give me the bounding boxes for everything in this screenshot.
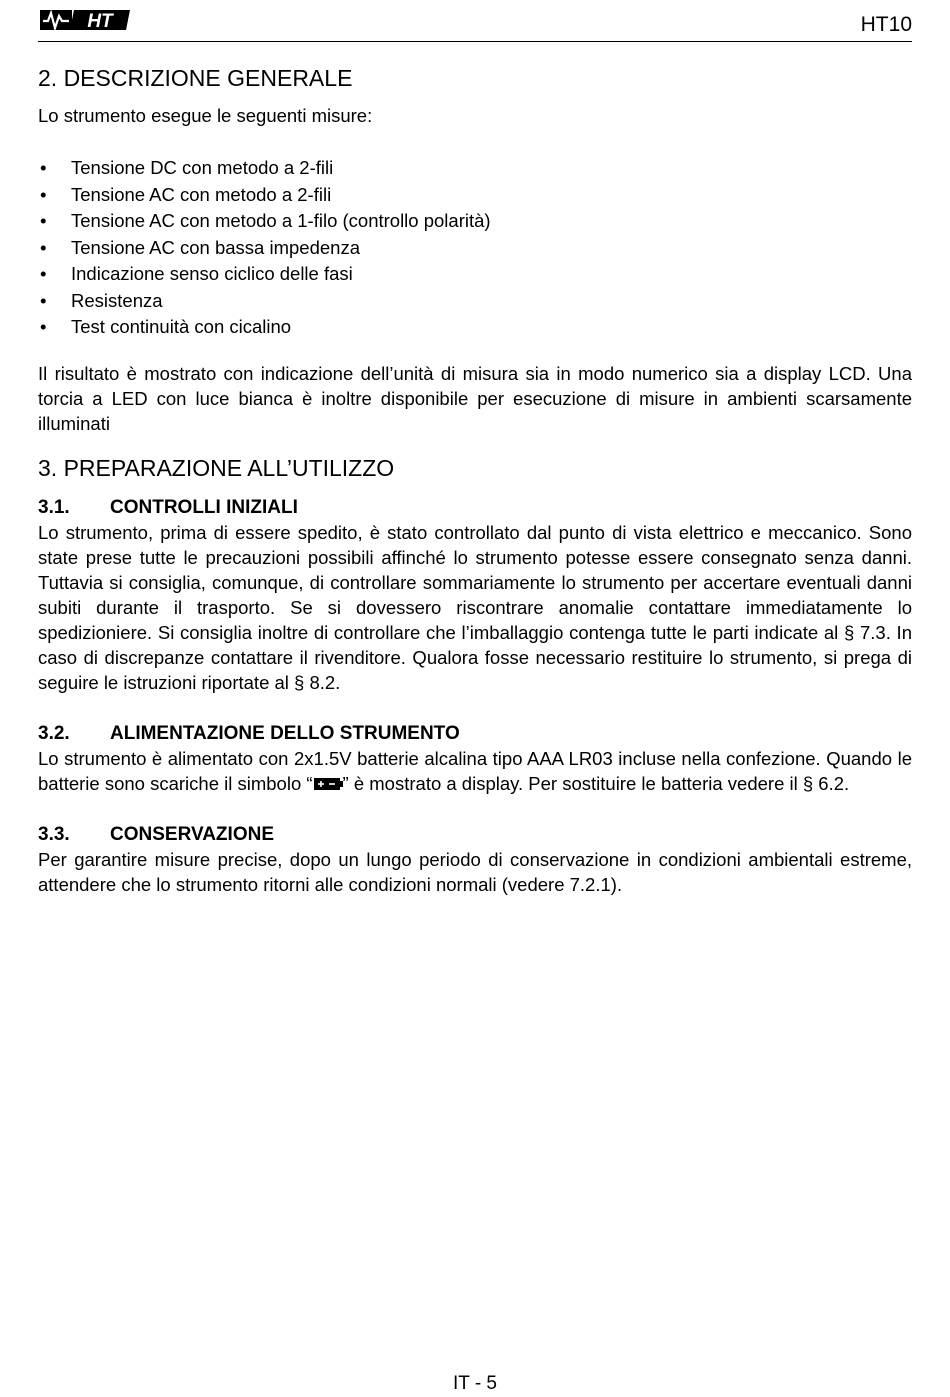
list-item: • Indicazione senso ciclico delle fasi bbox=[38, 261, 912, 288]
subsection-3-1-heading bbox=[38, 495, 912, 520]
bullet-icon: • bbox=[40, 210, 47, 231]
page-number: IT - 5 bbox=[453, 1373, 497, 1394]
page-header bbox=[38, 0, 912, 42]
result-paragraph: Il risultato è mostrato con indicazione dell’unità di misura sia in modo numerico sia a display LCD. Una torcia a LED con luce bianca è inoltre disponibile per esecuzione di misure in ambienti scarsamente illuminati bbox=[38, 362, 912, 434]
bullet-icon: • bbox=[40, 289, 47, 311]
subsection-title: CONTROLLI INIZIALI bbox=[110, 496, 298, 518]
subsection-number: 3.1. bbox=[38, 496, 70, 518]
list-item: • Resistenza bbox=[38, 288, 912, 315]
subsection-title: ALIMENTAZIONE DELLO STRUMENTO bbox=[110, 722, 460, 744]
list-item: • Tensione DC con metodo a 2-fili bbox=[38, 155, 912, 182]
subsection-title: CONSERVAZIONE bbox=[110, 823, 274, 845]
measures-list bbox=[38, 155, 912, 341]
subsection-3-3-heading bbox=[38, 822, 912, 847]
section-2-title: 2. DESCRIZIONE GENERALE bbox=[38, 65, 353, 91]
bullet-icon: • bbox=[40, 236, 47, 258]
power-supply-paragraph: Lo strumento è alimentato con 2x1.5V batterie alcalina tipo AAA LR03 incluse nella confezione. Quando le batterie sono scariche il simbolo “ ” è mostrato a display. Per sostituire le batteria vedere il § 6.2. bbox=[38, 747, 912, 794]
storage-paragraph: Per garantire misure precise, dopo un lungo periodo di conservazione in condizioni ambientali estreme, attendere che lo strumento ritorni alle condizioni normali (vedere 7.2.1). bbox=[38, 848, 912, 895]
bullet-icon: • bbox=[40, 183, 47, 205]
subsection-number: 3.3. bbox=[38, 823, 70, 845]
section-3-title: 3. PREPARAZIONE ALL’UTILIZZO bbox=[38, 454, 395, 481]
page-content bbox=[38, 62, 912, 897]
svg-text:HT: HT bbox=[87, 11, 113, 32]
initial-checks-paragraph: Lo strumento, prima di essere spedito, è stato controllato dal punto di vista elettrico e meccanico. Sono state prese tutte le precauzioni possibili affinché lo strumento potesse essere consegnato senza danni. Tuttavia si consiglia, comunque, di controllare sommariamente lo strumento per accertare eventuali danni subiti durante il trasporto. Se si dovessero riscontrare anomalie contattare immediatamente lo spedizioniere. Si consiglia inoltre di controllare che l’imballaggio contenga tutte le parti indicate al § 7.3. In caso di discrepanze contattare il rivenditore. Qualora fosse necessario restituire lo strumento, si prega di seguire le istruzioni riportate al § 8.2. bbox=[38, 521, 912, 693]
list-item: • Test continuità con cicalino bbox=[38, 314, 912, 341]
list-item: • Tensione AC con metodo a 2-fili bbox=[38, 182, 912, 209]
subsection-3-2-heading bbox=[38, 721, 912, 746]
measures-intro: Lo strumento esegue le seguenti misure: bbox=[38, 105, 373, 126]
model-name: HT10 bbox=[860, 13, 912, 36]
bullet-icon: • bbox=[40, 263, 47, 284]
subsection-number: 3.2. bbox=[38, 722, 70, 744]
bullet-icon: • bbox=[40, 316, 47, 337]
list-item: • Tensione AC con bassa impedenza bbox=[38, 235, 912, 262]
list-item: • Tensione AC con metodo a 1-filo (controllo polarità) bbox=[38, 208, 912, 235]
ht-logo bbox=[40, 4, 130, 34]
battery-low-icon bbox=[313, 777, 343, 791]
bullet-icon: • bbox=[40, 157, 47, 178]
